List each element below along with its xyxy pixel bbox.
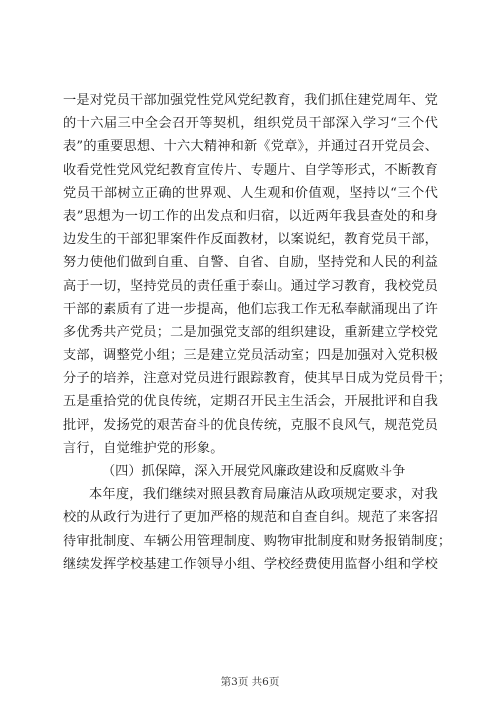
section-heading: （四）抓保障，深入开展党风廉政建设和反腐败斗争 [102,464,406,479]
paragraph-1-line: 表”的重要思想、十六大精神和新《党章》，并通过召开党员会、 [63,139,439,155]
paragraph-1-line: 边发生的干部犯罪案件作反面教材，以案说纪，教育党员干部， [63,232,438,248]
paragraph-1-line: 收看党性党风党纪教育宣传片、专题片、自学等形式，不断教育 [63,162,438,178]
paragraph-1-line: 批评，发扬党的艰苦奋斗的优良传统，克服不良风气，规范党员 [63,417,438,433]
paragraph-2-line: 继续发挥学校基建工作领导小组、学校经费使用监督小组和学校 [63,556,438,572]
paragraph-1-line: 党员干部树立正确的世界观、人生观和价值观，坚持以“三个代 [63,185,438,201]
paragraph-1-line: 高于一切，坚持党员的责任重于泰山。通过学习教育，我校党员 [63,278,438,294]
paragraph-1-line: 一是对党员干部加强党性党风党纪教育，我们抓住建党周年、党 [63,93,438,108]
paragraph-1-line: 言行，自觉维护党的形象。 [63,440,224,456]
paragraph-1-line: 多优秀共产党员；二是加强党支部的组织建设，重新建立学校党 [63,324,438,340]
paragraph-2-line: 待审批制度、车辆公用管理制度、购物审批制度和财务报销制度； [63,533,452,549]
paragraph-2-line: 本年度，我们继续对照县教育局廉洁从政项规定要求，对我 [89,487,438,503]
paragraph-2-line: 校的从政行为进行了更加严格的规范和自查自纠。规范了来客招 [63,510,438,526]
paragraph-1-line: 分子的培养，注意对党员进行跟踪教育，使其早日成为党员骨干； [63,371,452,387]
paragraph-1-line: 表”思想为一切工作的出发点和归宿，以近两年我县查处的和身 [63,208,438,224]
paragraph-1-line: 支部，调整党小组；三是建立党员活动室；四是加强对入党积极 [63,348,438,364]
paragraph-1-line: 努力使他们做到自重、自警、自省、自励，坚持党和人民的利益 [63,255,438,271]
paragraph-1-line: 的十六届三中全会召开等契机，组织党员干部深入学习“三个代 [63,116,438,132]
paragraph-1-line: 干部的素质有了进一步提高，他们忘我工作无私奉献涌现出了许 [63,301,438,317]
document-body [63,89,452,576]
page-number-label: 第3页 共6页 [220,676,280,688]
paragraph-1-line: 五是重拾党的优良传统，定期召开民主生活会，开展批评和自我 [63,394,438,410]
page-footer [0,674,500,689]
